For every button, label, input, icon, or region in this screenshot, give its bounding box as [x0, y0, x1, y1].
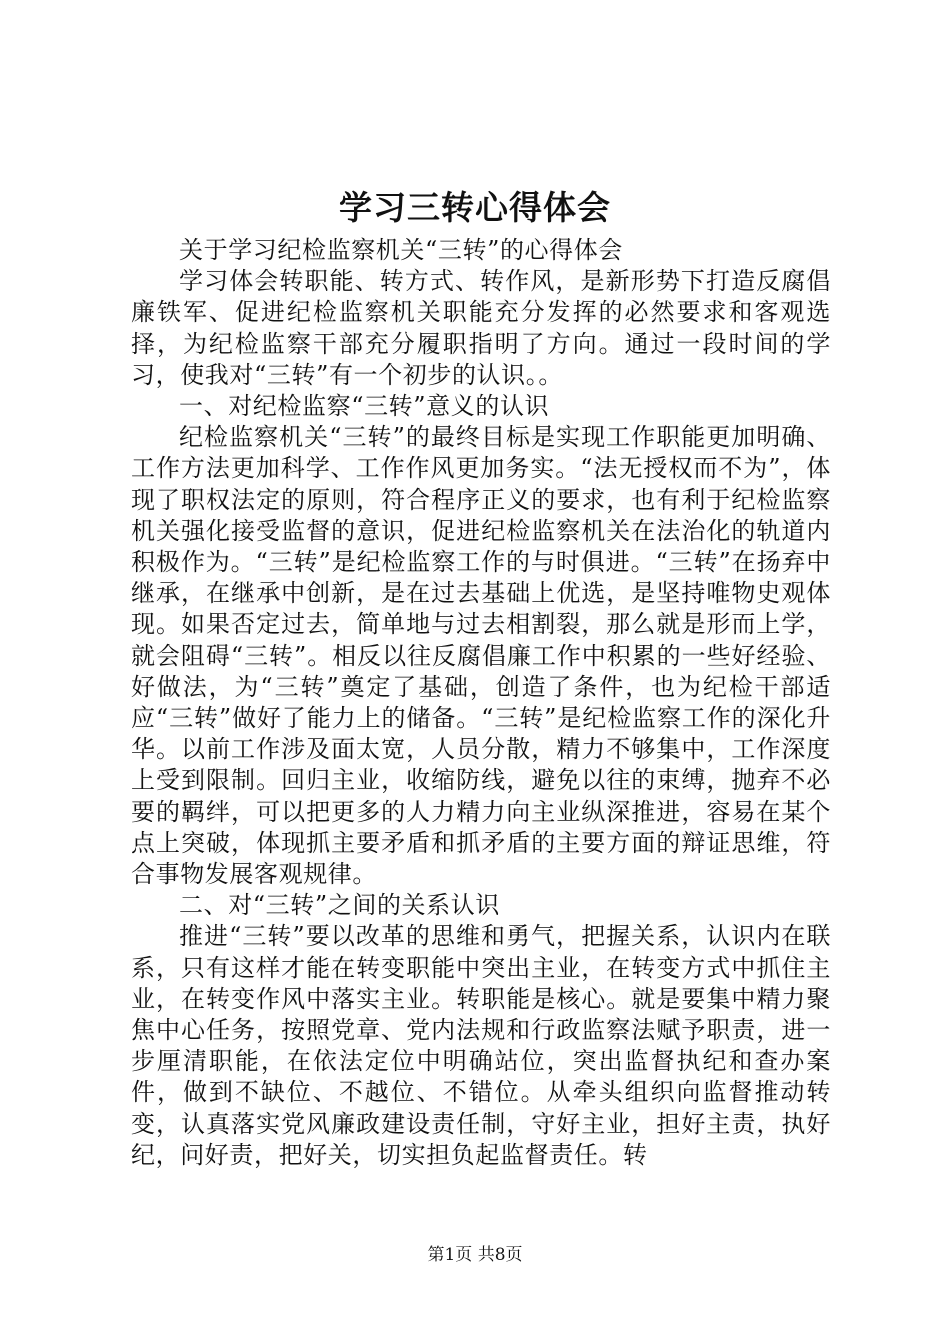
section-heading-2: 二、对“三转”之间的关系认识	[179, 891, 500, 920]
page-footer: 第1页 共8页	[427, 1245, 523, 1265]
paragraph-section-2: 推进“三转”要以改革的思维和勇气，把握关系，认识内在联系，只有这样才能在转变职能中突出主业，在转变方式中抓住主业，在转变作风中落实主业。转职能是核心。就是要集中精力聚焦中心任务，按照党章、党内法规和行政监察法赋予职责，进一步厘清职能，在依法定位中明确站位，突出监督执纪和查办案件，做到不缺位、不越位、不错位。从牵头组织向监督推动转变，认真落实党风廉政建设责任制，守好主业，担好主责，执好纪，问好责，把好关，切实担负起监督责任。转	[131, 922, 831, 1169]
paragraph-intro: 学习体会转职能、转方式、转作风，是新形势下打造反腐倡廉铁军、促进纪检监察机关职能充分发挥的必然要求和客观选择，为纪检监察干部充分履职指明了方向。通过一段时间的学习，使我对“三转”有一个初步的认识。。	[131, 267, 831, 389]
document-title: 学习三转心得体会	[339, 188, 611, 227]
paragraph-subtitle: 关于学习纪检监察机关“三转”的心得体会	[179, 236, 623, 264]
document-body	[131, 235, 831, 1171]
section-heading-1: 一、对纪检监察“三转”意义的认识	[179, 392, 550, 421]
paragraph-section-1: 纪检监察机关“三转”的最终目标是实现工作职能更加明确、工作方法更加科学、工作作风更加务实。“法无授权而不为”，体现了职权法定的原则，符合程序正义的要求，也有利于纪检监察机关强化接受监督的意识，促进纪检监察机关在法治化的轨道内积极作为。“三转”是纪检监察工作的与时俱进。“三转”在扬弃中继承，在继承中创新，是在过去基础上优选，是坚持唯物史观体现。如果否定过去，简单地与过去相割裂，那么就是形而上学，就会阻碍“三转”。相反以往反腐倡廉工作中积累的一些好经验、好做法，为“三转”奠定了基础，创造了条件，也为纪检干部适应“三转”做好了能力上的储备。“三转”是纪检监察工作的深化升华。以前工作涉及面太宽，人员分散，精力不够集中，工作深度上受到限制。回归主业，收缩防线，避免以往的束缚，抛弃不必要的羁绊，可以把更多的人力精力向主业纵深推进，容易在某个点上突破，体现抓主要矛盾和抓矛盾的主要方面的辩证思维，符合事物发展客观规律。	[131, 423, 831, 889]
